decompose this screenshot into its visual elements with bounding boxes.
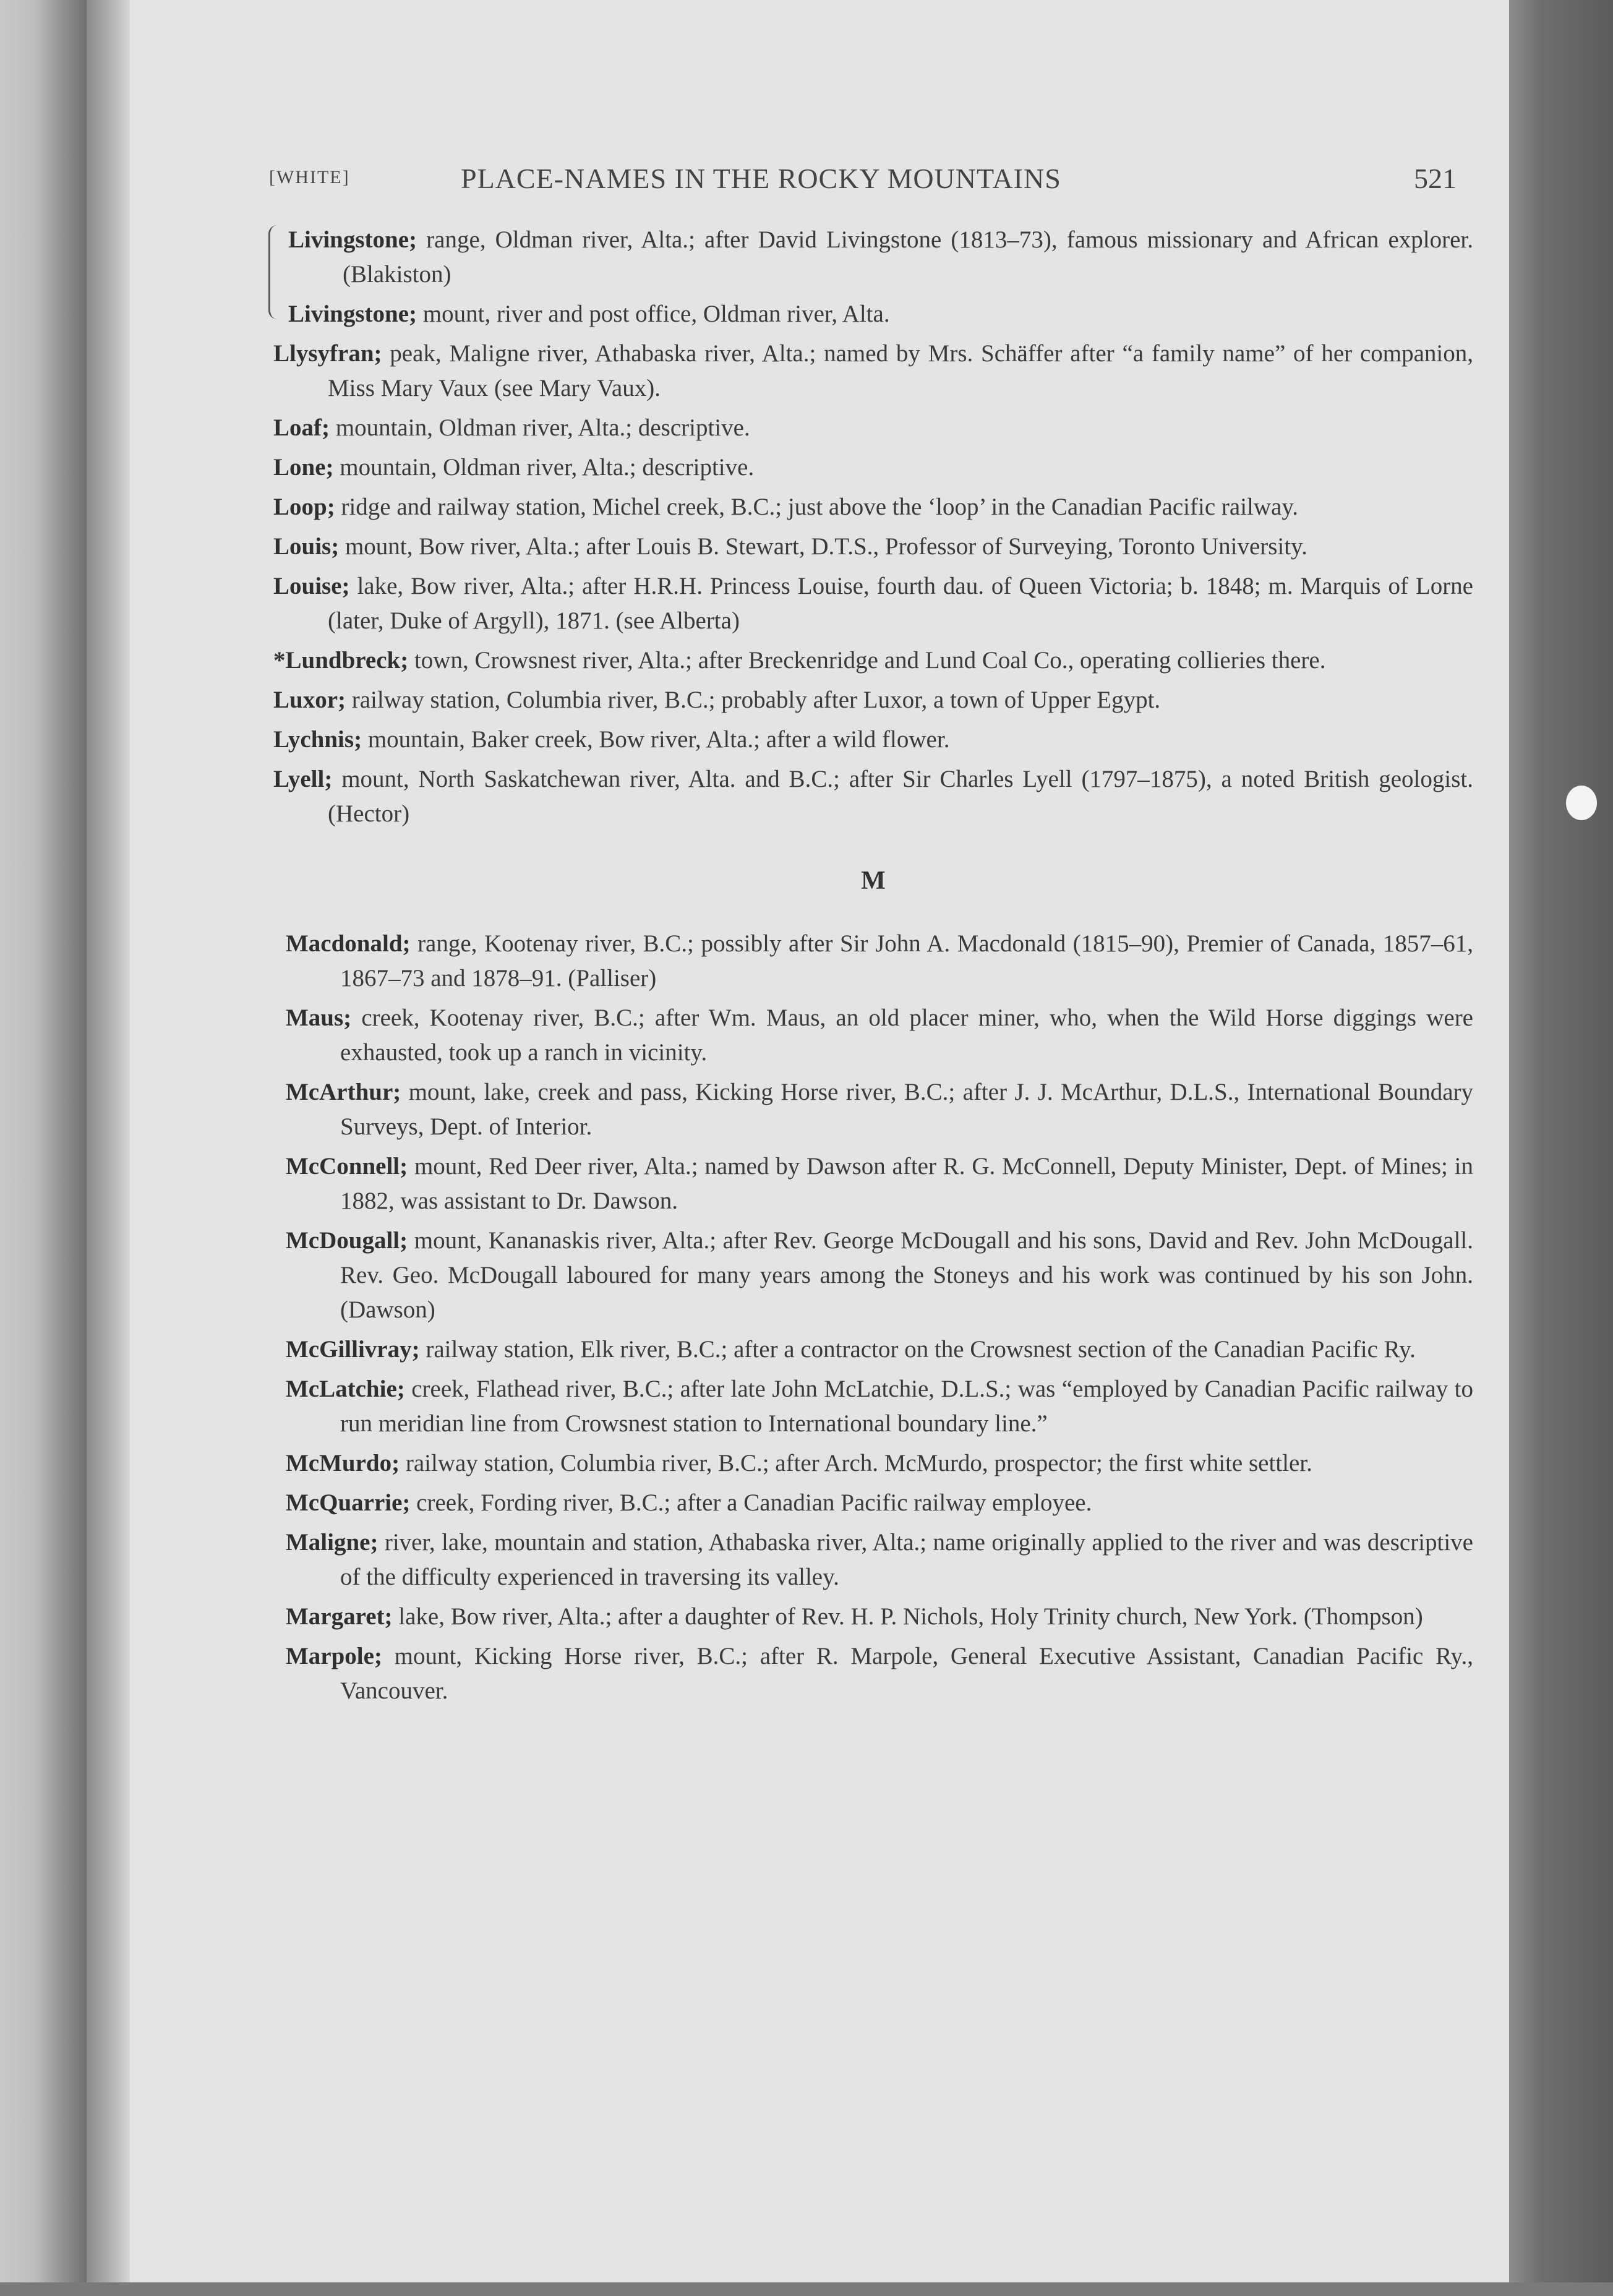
entry — [273, 569, 1473, 638]
entry — [286, 1446, 1473, 1481]
entry-list — [273, 223, 1473, 1713]
entry — [286, 927, 1473, 996]
entry-text: mount, river and post office, Oldman river, Alta. — [417, 301, 890, 327]
entry-text: river, lake, mountain and station, Athabaska river, Alta.; name originally applied to the river and was descriptive of the difficulty experienced in traversing its valley. — [340, 1529, 1473, 1590]
entry-text: lake, Bow river, Alta.; after a daughter of Rev. H. P. Nichols, Holy Trinity church, New York. (Thompson) — [392, 1603, 1423, 1630]
headword: Llysyfran; — [273, 340, 382, 367]
entry — [286, 1600, 1473, 1634]
entry — [286, 1001, 1473, 1070]
headword: McLatchie; — [286, 1376, 405, 1402]
entry — [286, 1332, 1473, 1367]
entry-text: creek, Kootenay river, B.C.; after Wm. Maus, an old placer miner, who, when the Wild Horse diggings were exhausted, took up a ranch in vicinity. — [340, 1004, 1473, 1066]
entry-text: mount, Kicking Horse river, B.C.; after R. Marpole, General Executive Assistant, Canadian Pacific Ry., Vancouver. — [340, 1643, 1473, 1704]
headword: Lone; — [273, 454, 334, 481]
entry-text: mountain, Oldman river, Alta.; descriptive. — [333, 454, 755, 481]
entry — [286, 1372, 1473, 1441]
header-tag: [WHITE] — [269, 167, 350, 187]
entry-text: range, Kootenay river, B.C.; possibly after Sir John A. Macdonald (1815–90), Premier of Canada, 1857–61, 1867–73 and 1878–91. (Palliser) — [340, 930, 1473, 992]
entry-text: creek, Fording river, B.C.; after a Canadian Pacific railway employee. — [410, 1489, 1092, 1516]
entry — [273, 336, 1473, 406]
entry-text: mount, Bow river, Alta.; after Louis B. Stewart, D.T.S., Professor of Surveying, Toronto University. — [339, 533, 1307, 560]
headword: McConnell; — [286, 1153, 408, 1180]
entry-text: railway station, Columbia river, B.C.; after Arch. McMurdo, prospector; the first white settler. — [400, 1450, 1312, 1476]
entry — [288, 297, 1473, 332]
headword: Lychnis; — [273, 726, 362, 753]
headword: Loop; — [273, 494, 335, 520]
page-gutter — [87, 0, 130, 2296]
headword: McMurdo; — [286, 1450, 400, 1476]
entry-text: railway station, Columbia river, B.C.; probably after Luxor, a town of Upper Egypt. — [346, 687, 1161, 713]
brace-mark — [268, 225, 280, 319]
headword: Luxor; — [273, 687, 346, 713]
entry — [273, 411, 1473, 445]
headword: Macdonald; — [286, 930, 411, 957]
headword: Livingstone; — [288, 226, 417, 253]
scan-margin-left — [0, 0, 87, 2296]
entry-text: mount, North Saskatchewan river, Alta. and B.C.; after Sir Charles Lyell (1797–1875), a noted British geologist. (Hector) — [328, 766, 1473, 827]
entry — [273, 643, 1473, 678]
headword: Loaf; — [273, 414, 330, 441]
headword: McDougall; — [286, 1227, 408, 1254]
headword: Louise; — [273, 573, 350, 599]
entry-text: ridge and railway station, Michel creek, B.C.; just above the ‘loop’ in the Canadian Pacific railway. — [335, 494, 1299, 520]
entry — [273, 529, 1473, 564]
entry — [273, 450, 1473, 485]
m-entries — [273, 927, 1473, 1708]
entry-text: mount, lake, creek and pass, Kicking Horse river, B.C.; after J. J. McArthur, D.L.S., International Boundary Surveys, Dept. of Interior. — [340, 1079, 1473, 1140]
headword: Louis; — [273, 533, 340, 560]
entry — [286, 1075, 1473, 1144]
entry — [273, 762, 1473, 831]
running-head — [269, 162, 1457, 199]
page-title: PLACE-NAMES IN THE ROCKY MOUNTAINS — [461, 163, 1061, 194]
entry-text: range, Oldman river, Alta.; after David Livingstone (1813–73), famous missionary and African explorer. (Blakiston) — [343, 226, 1473, 288]
entry — [286, 1223, 1473, 1327]
entry-text: creek, Flathead river, B.C.; after late John McLatchie, D.L.S.; was “employed by Canadian Pacific railway to run meridian line from Crowsnest station to International boundary line.” — [340, 1376, 1473, 1437]
scan-margin-bottom — [0, 2282, 1613, 2296]
entry — [273, 490, 1473, 525]
document-page — [130, 0, 1509, 2282]
headword: Marpole; — [286, 1643, 382, 1669]
headword: Livingstone; — [288, 301, 417, 327]
entry — [273, 722, 1473, 757]
entry-text: mount, Red Deer river, Alta.; named by Dawson after R. G. McConnell, Deputy Minister, Dept. of Mines; in 1882, was assistant to Dr. Dawson. — [340, 1153, 1473, 1214]
entry-text: lake, Bow river, Alta.; after H.R.H. Princess Louise, fourth dau. of Queen Victoria; b. 1848; m. Marquis of Lorne (later, Duke of Argyll), 1871. (see Alberta) — [328, 573, 1473, 634]
headword: McArthur; — [286, 1079, 401, 1105]
scan-margin-right — [1509, 0, 1613, 2296]
headword: Lyell; — [273, 766, 333, 792]
entry-text: peak, Maligne river, Athabaska river, Alta.; named by Mrs. Schäffer after “a family name” of her companion, Miss Mary Vaux (see Mary Vaux). — [328, 340, 1473, 401]
entry-text: mountain, Baker creek, Bow river, Alta.; after a wild flower. — [362, 726, 950, 753]
entry-text: mountain, Oldman river, Alta.; descriptive. — [330, 414, 750, 441]
headword: McQuarrie; — [286, 1489, 411, 1516]
headword: Maligne; — [286, 1529, 379, 1556]
entry — [286, 1149, 1473, 1219]
entry — [273, 683, 1473, 718]
headword: Maus; — [286, 1004, 352, 1031]
scan-speck — [1566, 786, 1597, 820]
livingstone-group — [273, 223, 1473, 332]
entry — [286, 1639, 1473, 1708]
headword: *Lundbreck; — [273, 647, 409, 674]
headword: Margaret; — [286, 1603, 393, 1630]
entry-text: railway station, Elk river, B.C.; after a contractor on the Crowsnest section of the Canadian Pacific Ry. — [419, 1336, 1416, 1363]
entry-text: mount, Kananaskis river, Alta.; after Rev. George McDougall and his sons, David and Rev. John McDougall. Rev. Geo. McDougall laboured for many years among the Stoneys and his work was continued by his son John. (Dawson) — [340, 1227, 1473, 1323]
headword: McGillivray; — [286, 1336, 420, 1363]
entry — [288, 223, 1473, 292]
section-letter: M — [861, 867, 886, 895]
entry — [286, 1486, 1473, 1520]
entry — [286, 1525, 1473, 1595]
entry-text: town, Crowsnest river, Alta.; after Breckenridge and Lund Coal Co., operating collieries there. — [408, 647, 1326, 674]
page-number: 521 — [1414, 163, 1457, 194]
